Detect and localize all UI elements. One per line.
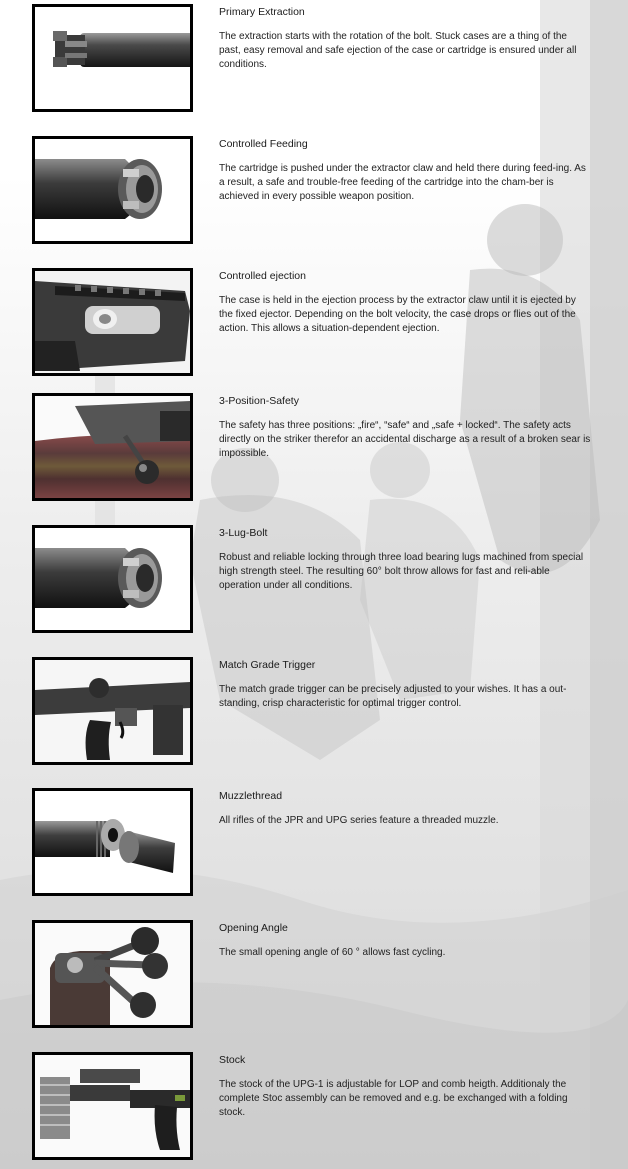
- feature-description: The case is held in the ejection process by the extractor claw until it is ejected by the fixed ejector. Depending on the bolt velocity, the case drops or flies out of the action. This allows a situation-dependent ejection.: [219, 295, 576, 334]
- feature-muzzlethread: [0, 784, 628, 894]
- lug-bolt-image: [32, 525, 193, 633]
- feature-description: The small opening angle of 60 ° allows fast cycling.: [219, 947, 446, 958]
- bolt-face-image: [32, 4, 193, 112]
- feature-title: Primary Extraction: [219, 6, 305, 18]
- feature-primary-extraction: [0, 0, 628, 110]
- feature-title: Opening Angle: [219, 922, 288, 934]
- ejection-port-image: [32, 268, 193, 376]
- bolt-head-image: [32, 136, 193, 244]
- feature-title: Controlled ejection: [219, 270, 306, 282]
- feature-3-position-safety: [0, 389, 628, 499]
- feature-title: Match Grade Trigger: [219, 659, 316, 671]
- feature-description: The cartridge is pushed under the extractor claw and held there during feed-ing. As a result, a safe and trouble-free feeding of the cartridge into the cham-ber is achieved in every possible weapon position.: [219, 163, 586, 202]
- feature-description: The stock of the UPG-1 is adjustable for LOP and comb heigth. Additionaly the complete Stoc assembly can be removed and e.g. be exchanged with a folding stock.: [219, 1079, 568, 1118]
- feature-title: Controlled Feeding: [219, 138, 308, 150]
- feature-description: The safety has three positions: „fire“, “safe“ and „safe + locked“. The safety acts directly on the striker therefor an accidental discharge as a result of a broken sear is impossible.: [219, 420, 591, 459]
- feature-description: The match grade trigger can be precisely adjusted to your wishes. It has a out-standing, crisp characteristic for optimal trigger control.: [219, 684, 567, 709]
- feature-description: All rifles of the JPR and UPG series feature a threaded muzzle.: [219, 815, 499, 826]
- feature-description: The extraction starts with the rotation of the bolt. Stuck cases are a thing of the past, easy removal and safe ejection of the case or cartridge is ensured under all conditions.: [219, 31, 577, 70]
- feature-3-lug-bolt: [0, 521, 628, 631]
- feature-opening-angle: [0, 916, 628, 1026]
- feature-stock: [0, 1048, 628, 1158]
- feature-title: 3-Lug-Bolt: [219, 527, 268, 539]
- feature-title: 3-Position-Safety: [219, 395, 299, 407]
- feature-title: Stock: [219, 1054, 246, 1066]
- bolt-handle-angle-image: [32, 920, 193, 1028]
- feature-controlled-ejection: [0, 264, 628, 374]
- muzzle-thread-image: [32, 788, 193, 896]
- feature-title: Muzzlethread: [219, 790, 283, 802]
- feature-match-grade-trigger: [0, 653, 628, 763]
- safety-lever-image: [32, 393, 193, 501]
- feature-controlled-feeding: [0, 132, 628, 242]
- trigger-image: [32, 657, 193, 765]
- adjustable-stock-image: [32, 1052, 193, 1160]
- feature-description: Robust and reliable locking through three load bearing lugs machined from special high strength steel. The resulting 60° bolt throw allows for fast and reli-able operation under all conditions.: [219, 552, 584, 591]
